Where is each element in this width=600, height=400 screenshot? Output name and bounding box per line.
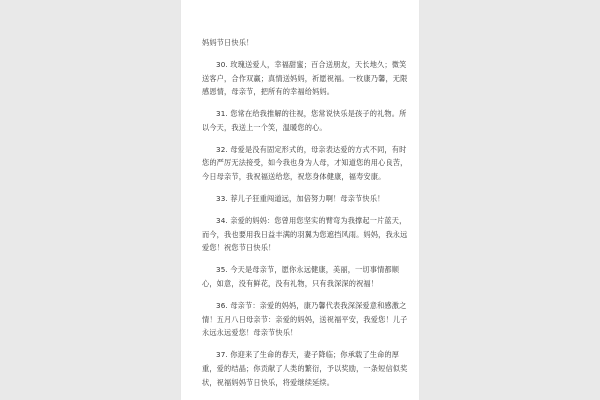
paragraph-31: 31. 您常在给我推解的往视，您常说快乐是孩子的礼物。所以今天，我送上一个笑，温暖您的心。 <box>202 109 407 132</box>
paragraph-intro-line: 妈妈节日快乐！ <box>202 38 254 47</box>
paragraph-gap <box>202 340 412 348</box>
paragraph-gap <box>202 206 412 214</box>
document-body <box>202 36 412 389</box>
paragraph-gap <box>202 291 412 299</box>
paragraph-37: 37. 你迎来了生命的春天，妻子降临；你承载了生命的厚重，爱的结晶；你贡献了人类的繁衍，予以奖励，一条短信似奖状，祝福妈妈节日快乐，将爱继续延续。 <box>202 350 408 387</box>
paragraph-gap <box>202 184 412 192</box>
paragraph-gap <box>202 135 412 143</box>
paragraph-gap <box>202 99 412 107</box>
paragraph-35: 35. 今天是母亲节，愿你永远健康，美丽，一切事情都顺心，如意，没有鲜花，没有礼物，只有我深深的祝福！ <box>202 265 400 288</box>
paragraph-33: 33. 荐儿子狂重闯道远，加倍努力啊！母亲节快乐！ <box>216 194 385 204</box>
paragraph-gap <box>202 50 412 58</box>
paragraph-30: 30. 玫瑰送爱人，幸福甜蜜；百合送朋友，天长地久；微笑送客户，合作双赢；真情送妈妈，祈愿祝福。一枚康乃馨，无限感恩情，母亲节，把所有的幸福给妈妈。 <box>202 59 408 97</box>
paragraph-36: 36. 母亲节：亲爱的妈妈，康乃馨代表我深深爱意和感激之情！五月八日母亲节：亲爱的妈妈，送祝福平安，我爱您！儿子永远永远爱您！母亲节快乐！ <box>202 300 408 338</box>
document-page <box>181 0 419 400</box>
paragraph-32: 32. 母爱是没有固定形式的，母亲表达爱的方式不同，有时您的严厉无法接受，如今我也身为人母，才知道您的用心良苦，今日母亲节，我祝福送给您，祝您身体健康，福寿安康。 <box>202 144 408 182</box>
paragraph-gap <box>202 255 412 263</box>
paragraph-34: 34. 亲爱的妈妈：您曾用您坚实的臂弯为我撑起一片蓝天，而今，我也要用我日益丰满的羽翼为您遮挡风雨。妈妈，我永远爱您！祝您节日快乐！ <box>202 215 408 253</box>
